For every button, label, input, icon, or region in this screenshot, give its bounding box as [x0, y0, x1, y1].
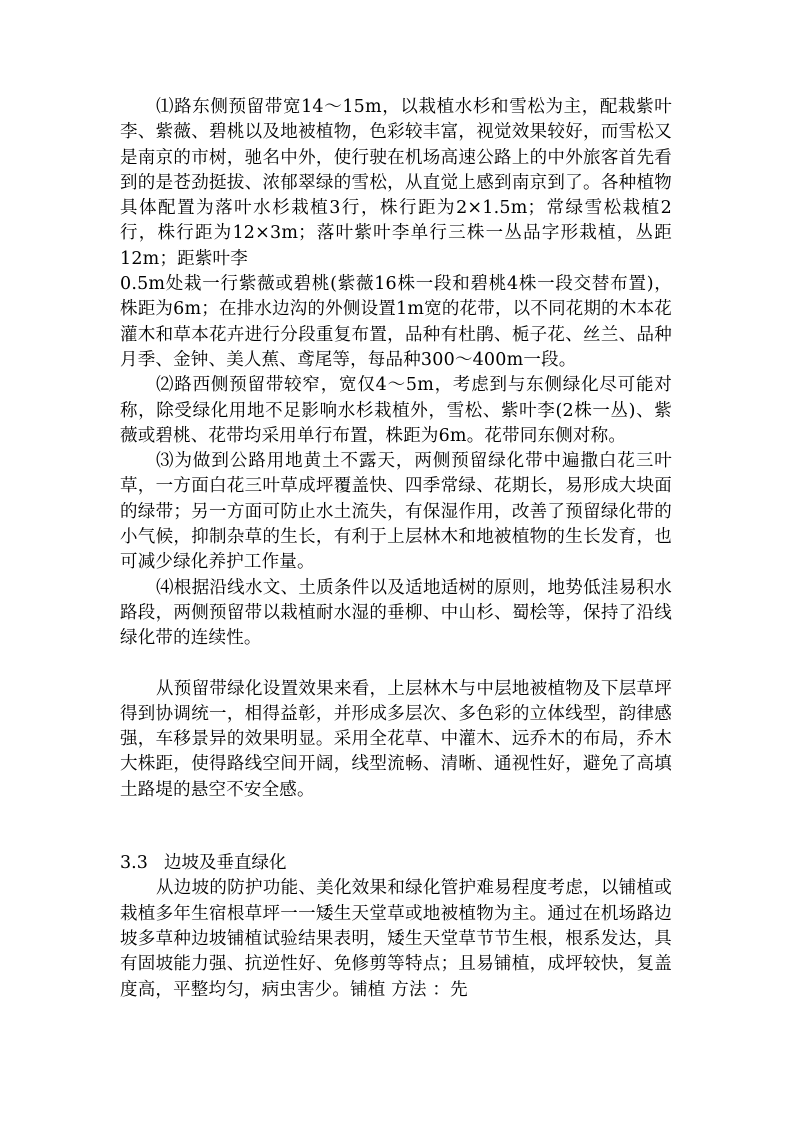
paragraph-east-side-continued: 0.5m处栽一行紫薇或碧桃(紫薇16株一段和碧桃4株一段交替布置)，株距为6m；在排水边沟的外侧设置1m宽的花带，以不同花期的木本花灌木和草本花卉进行分段重复布置，品种有杜鹃、栀子花、丝兰、品种月季、金钟、美人蕉、鸢尾等，每品种300～400m一段。 — [120, 274, 672, 370]
paragraph-slope: 从边坡的防护功能、美化效果和绿化管护难易程度考虑，以铺植或栽植多年生宿根草坪一一矮生天堂草或地被植物为主。通过在机场路边坡多草种边坡铺植试验结果表明，矮生天堂草节节生根，根系发达，具有固坡能力强、抗逆性好、免修剪等特点；且易铺植，成坪较快，复盖度高，平整均匀，病虫害少。铺植 方法 ：先 — [120, 878, 672, 1000]
paragraph-lowland: ⑷根据沿线水文、土质条件以及适地适树的原则，地势低洼易积水路段，两侧预留带以栽植耐水湿的垂柳、中山杉、蜀桧等，保持了沿线绿化带的连续性。 — [120, 577, 672, 649]
spacer — [120, 803, 672, 851]
paragraph-west-side: ⑵路西侧预留带较窄，宽仅4～5m，考虑到与东侧绿化尽可能对称，除受绿化用地不足影响水杉栽植外，雪松、紫叶李(2株一丛)、紫薇或碧桃、花带均采用单行布置，株距为6m。花带同东侧对称。 — [120, 375, 672, 446]
document-page — [120, 95, 672, 1003]
paragraph-clover: ⑶为做到公路用地黄土不露天，两侧预留绿化带中遍撒白花三叶草，一方面白花三叶草成坪覆盖快、四季常绿、花期长，易形成大块面的绿带；另一方面可防止水土流失，有保湿作用，改善了预留绿化带的小气候，抑制杂草的生长，有利于上层林木和地被植物的生长发育，也可减少绿化养护工作量。 — [120, 451, 672, 573]
spacer — [120, 652, 672, 677]
section-number: 3.3 — [120, 853, 148, 874]
paragraph-east-side: ⑴路东侧预留带宽14～15m，以栽植水杉和雪松为主，配栽紫叶李、紫薇、碧桃以及地被植物，色彩较丰富，视觉效果较好，而雪松又是南京的市树，驰名中外，使行驶在机场高速公路上的中外旅客首先看到的是苍劲挺拔、浓郁翠绿的雪松，从直觉上感到南京到了。各种植物具体配置为落叶水杉栽植3行，株行距为2×1.5m；常绿雪松栽植2行，株行距为12×3m；落叶紫叶李单行三株一丛品字形栽植，丛距12m；距紫叶李 — [120, 97, 672, 269]
section-heading — [120, 851, 672, 876]
section-title: 边坡及垂直绿化 — [164, 853, 287, 874]
paragraph-effect: 从预留带绿化设置效果来看，上层林木与中层地被植物及下层草坪得到协调统一，相得益彰，并形成多层次、多色彩的立体线型，韵律感强，车移景异的效果明显。采用全花草、中灌木、远乔木的布局，乔木大株距，使得路线空间开阔，线型流畅、清晰、通视性好，避免了高填土路堤的悬空不安全感。 — [120, 678, 672, 800]
